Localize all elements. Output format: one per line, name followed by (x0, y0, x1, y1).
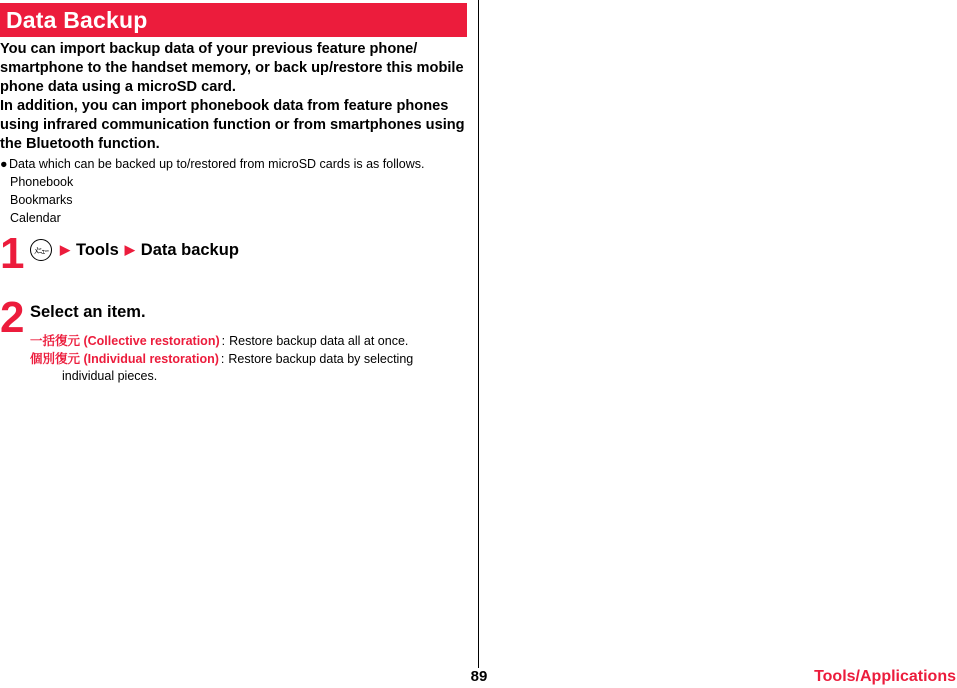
list-item-phonebook: Phonebook (10, 175, 74, 189)
list-item-bookmarks: Bookmarks (10, 193, 73, 207)
option-colon: : (220, 352, 225, 366)
step-1-instruction (30, 238, 245, 262)
step-number-2: 2 (0, 293, 25, 342)
page-number: 89 (470, 668, 488, 685)
note-text: Data which can be backed up to/restored from microSD cards is as follows. (9, 157, 425, 171)
option-description-continued: individual pieces. (62, 369, 158, 383)
option-colon: : (221, 334, 226, 348)
column-divider (478, 0, 479, 668)
option-collective-restoration (30, 333, 460, 350)
menu-path-data-backup: Data backup (140, 240, 239, 259)
footer-section-name: Tools/Applications (814, 668, 956, 685)
section-title-bar (0, 3, 467, 37)
intro-paragraph-1: You can import backup data of your previous feature phone/ smartphone to the handset memory, or back up/restore this mobile phone data using a microSD card. (0, 41, 464, 96)
list-item-calendar: Calendar (10, 211, 61, 225)
page-title: Data Backup (6, 6, 148, 33)
option-label: 個別復元 (Individual restoration) (30, 352, 219, 366)
option-individual-restoration (30, 351, 460, 368)
step-2-instruction: Select an item. (30, 303, 146, 321)
step-number-1: 1 (0, 229, 25, 278)
intro-paragraph-2: In addition, you can import phonebook data from feature phones using infrared communication function or from smartphones using the Bluetooth function. (0, 98, 465, 153)
arrow-right-icon: ▶ (124, 242, 135, 257)
option-label: 一括復元 (Collective restoration) (30, 334, 220, 348)
option-description: Restore backup data by selecting (228, 352, 414, 366)
bullet-dot-icon: ● (0, 157, 8, 171)
menu-key-icon: ﾒﾆｭｰ (30, 239, 52, 261)
option-description: Restore backup data all at once. (229, 334, 409, 348)
arrow-right-icon: ▶ (60, 242, 70, 257)
menu-path-tools: Tools (76, 240, 119, 259)
note-bullet (0, 156, 466, 173)
